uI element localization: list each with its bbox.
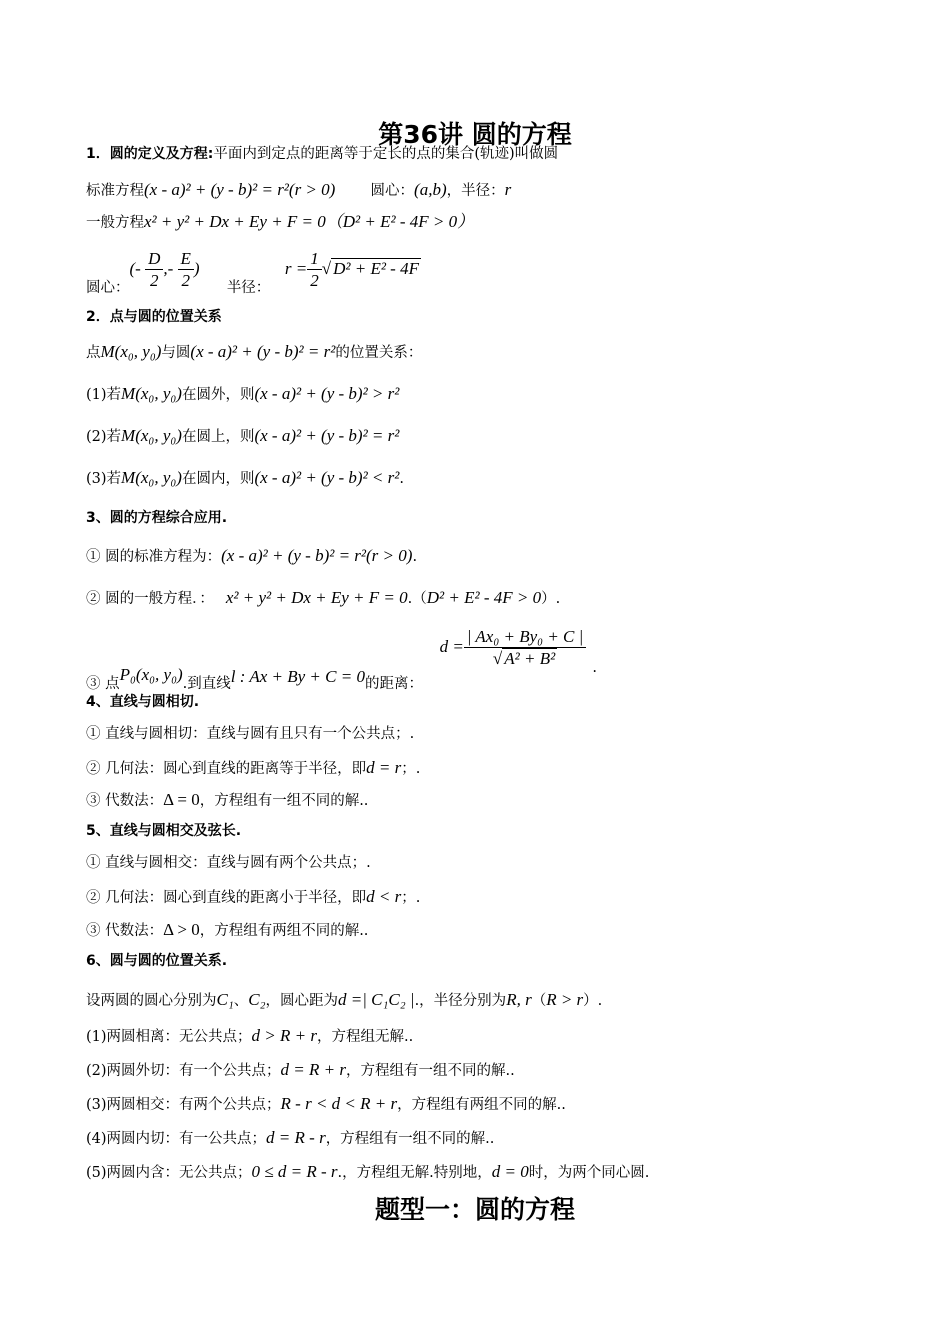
section1-line-standard bbox=[86, 180, 511, 200]
section1-line-general bbox=[86, 212, 474, 232]
section1-heading: 1．圆的定义及方程: bbox=[86, 146, 214, 162]
center2-expression: (- $\frac{D}{2}$ ,- $\frac{E}{2}$ ) bbox=[129, 249, 200, 291]
section1-line-definition bbox=[86, 146, 558, 163]
section6-case-3: (3)两圆相交：有两个公共点；R - r < d < R + r，方程组有两组不同的解.. bbox=[86, 1094, 566, 1113]
section6-case-1: (1)两圆相离：无公共点；d > R + r，方程组无解.. bbox=[86, 1026, 414, 1045]
radius-value: r bbox=[504, 180, 512, 199]
standard-eq: (x - a)² + (y - b)² = r²(r > 0) bbox=[144, 180, 336, 199]
circle-eq: (x - a)² + (y - b)² = r² bbox=[190, 342, 336, 361]
page-title: 第36讲 圆的方程 bbox=[378, 120, 572, 149]
section-title-type-one: 题型一：圆的方程 bbox=[374, 1195, 575, 1224]
distance-formula: d = $\frac{\text{| Ax₀ + By₀ + C |}}{\text{√ A² + B²}}$ bbox=[440, 637, 587, 656]
section4-line-1: ① 直线与圆相切：直线与圆有且只有一个公共点；. bbox=[86, 726, 415, 742]
section5-line-1: ① 直线与圆相交：直线与圆有两个公共点；. bbox=[86, 855, 371, 871]
general-eq-label: 一般方程 bbox=[86, 215, 144, 231]
section4-heading: 4、直线与圆相切. bbox=[86, 694, 200, 710]
section4-line-3: ③ 代数法：Δ = 0，方程组有一组不同的解.. bbox=[86, 790, 369, 809]
section1-line-center-radius bbox=[86, 248, 421, 296]
section6-intro: 设两圆的圆心分别为C₁、C₂，圆心距为d =| C₁C₂ |.，半径分别为R, r（R > r）. bbox=[86, 990, 603, 1009]
section6-case-2: (2)两圆外切：有一个公共点；d = R + r，方程组有一组不同的解.. bbox=[86, 1060, 515, 1079]
section2-case-2: (2)若M(x₀, y₀)在圆上，则(x - a)² + (y - b)² = r² bbox=[86, 426, 400, 445]
section3-item-2: ② 圆的一般方程．： x² + y² + Dx + Ey + F = 0.（D² + E² - 4F > 0）. bbox=[86, 588, 561, 607]
radius2-expression: r = $\frac{1}{2}$ √ D² + E² - 4F bbox=[284, 249, 419, 291]
section4-line-2: ② 几何法：圆心到直线的距离等于半径，即d = r；. bbox=[86, 758, 421, 777]
section2-heading: 2．点与圆的位置关系 bbox=[86, 309, 222, 325]
section3-heading: 3、圆的方程综合应用. bbox=[86, 510, 228, 526]
general-eq: x² + y² + Dx + Ey + F = 0 bbox=[144, 212, 326, 231]
section3-item-1: ① 圆的标准方程为：(x - a)² + (y - b)² = r²(r > 0). bbox=[86, 546, 418, 565]
section5-line-2: ② 几何法：圆心到直线的距离小于半径，即d < r；. bbox=[86, 887, 421, 906]
section6-case-5: (5)两圆内含：无公共点；0 ≤ d = R - r.，方程组无解.特别地，d = 0时，为两个同心圆. bbox=[86, 1162, 650, 1181]
section2-intro: 点M(x₀, y₀)与圆(x - a)² + (y - b)² = r²的位置关系： bbox=[86, 342, 423, 361]
section6-heading: 6、圆与圆的位置关系. bbox=[86, 953, 228, 969]
radius-label: ，半径： bbox=[446, 183, 505, 199]
section1-definition: 平面内到定点的距离等于定长的点的集合(轨迹)叫做圆 bbox=[213, 146, 559, 162]
center-label: 圆心： bbox=[370, 183, 415, 199]
standard-eq-label: 标准方程 bbox=[86, 183, 144, 199]
section5-line-3: ③ 代数法：Δ > 0，方程组有两组不同的解.. bbox=[86, 920, 369, 939]
section2-case-1: (1)若M(x₀, y₀)在圆外，则(x - a)² + (y - b)² > r² bbox=[86, 384, 400, 403]
section2-case-3: (3)若M(x₀, y₀)在圆内，则(x - a)² + (y - b)² < r². bbox=[86, 468, 404, 487]
section3-item-3: ③ 点P₀(x₀, y₀).到直线l : Ax + By + C = 0的距离： d = $\frac{\text{| Ax₀ + By₀ + C |}}{\text{√ A² + B²}}$ . bbox=[86, 627, 597, 692]
center-value: (a,b) bbox=[414, 180, 447, 199]
radius2-label: 半径： bbox=[226, 279, 271, 296]
section5-heading: 5、直线与圆相交及弦长. bbox=[86, 823, 242, 839]
center2-label: 圆心： bbox=[86, 279, 130, 296]
section6-case-4: (4)两圆内切：有一公共点；d = R - r，方程组有一组不同的解.. bbox=[86, 1128, 495, 1147]
general-eq-condition: （D² + E² - 4F > 0） bbox=[325, 212, 475, 231]
point-m: M(x₀, y₀) bbox=[100, 342, 162, 361]
